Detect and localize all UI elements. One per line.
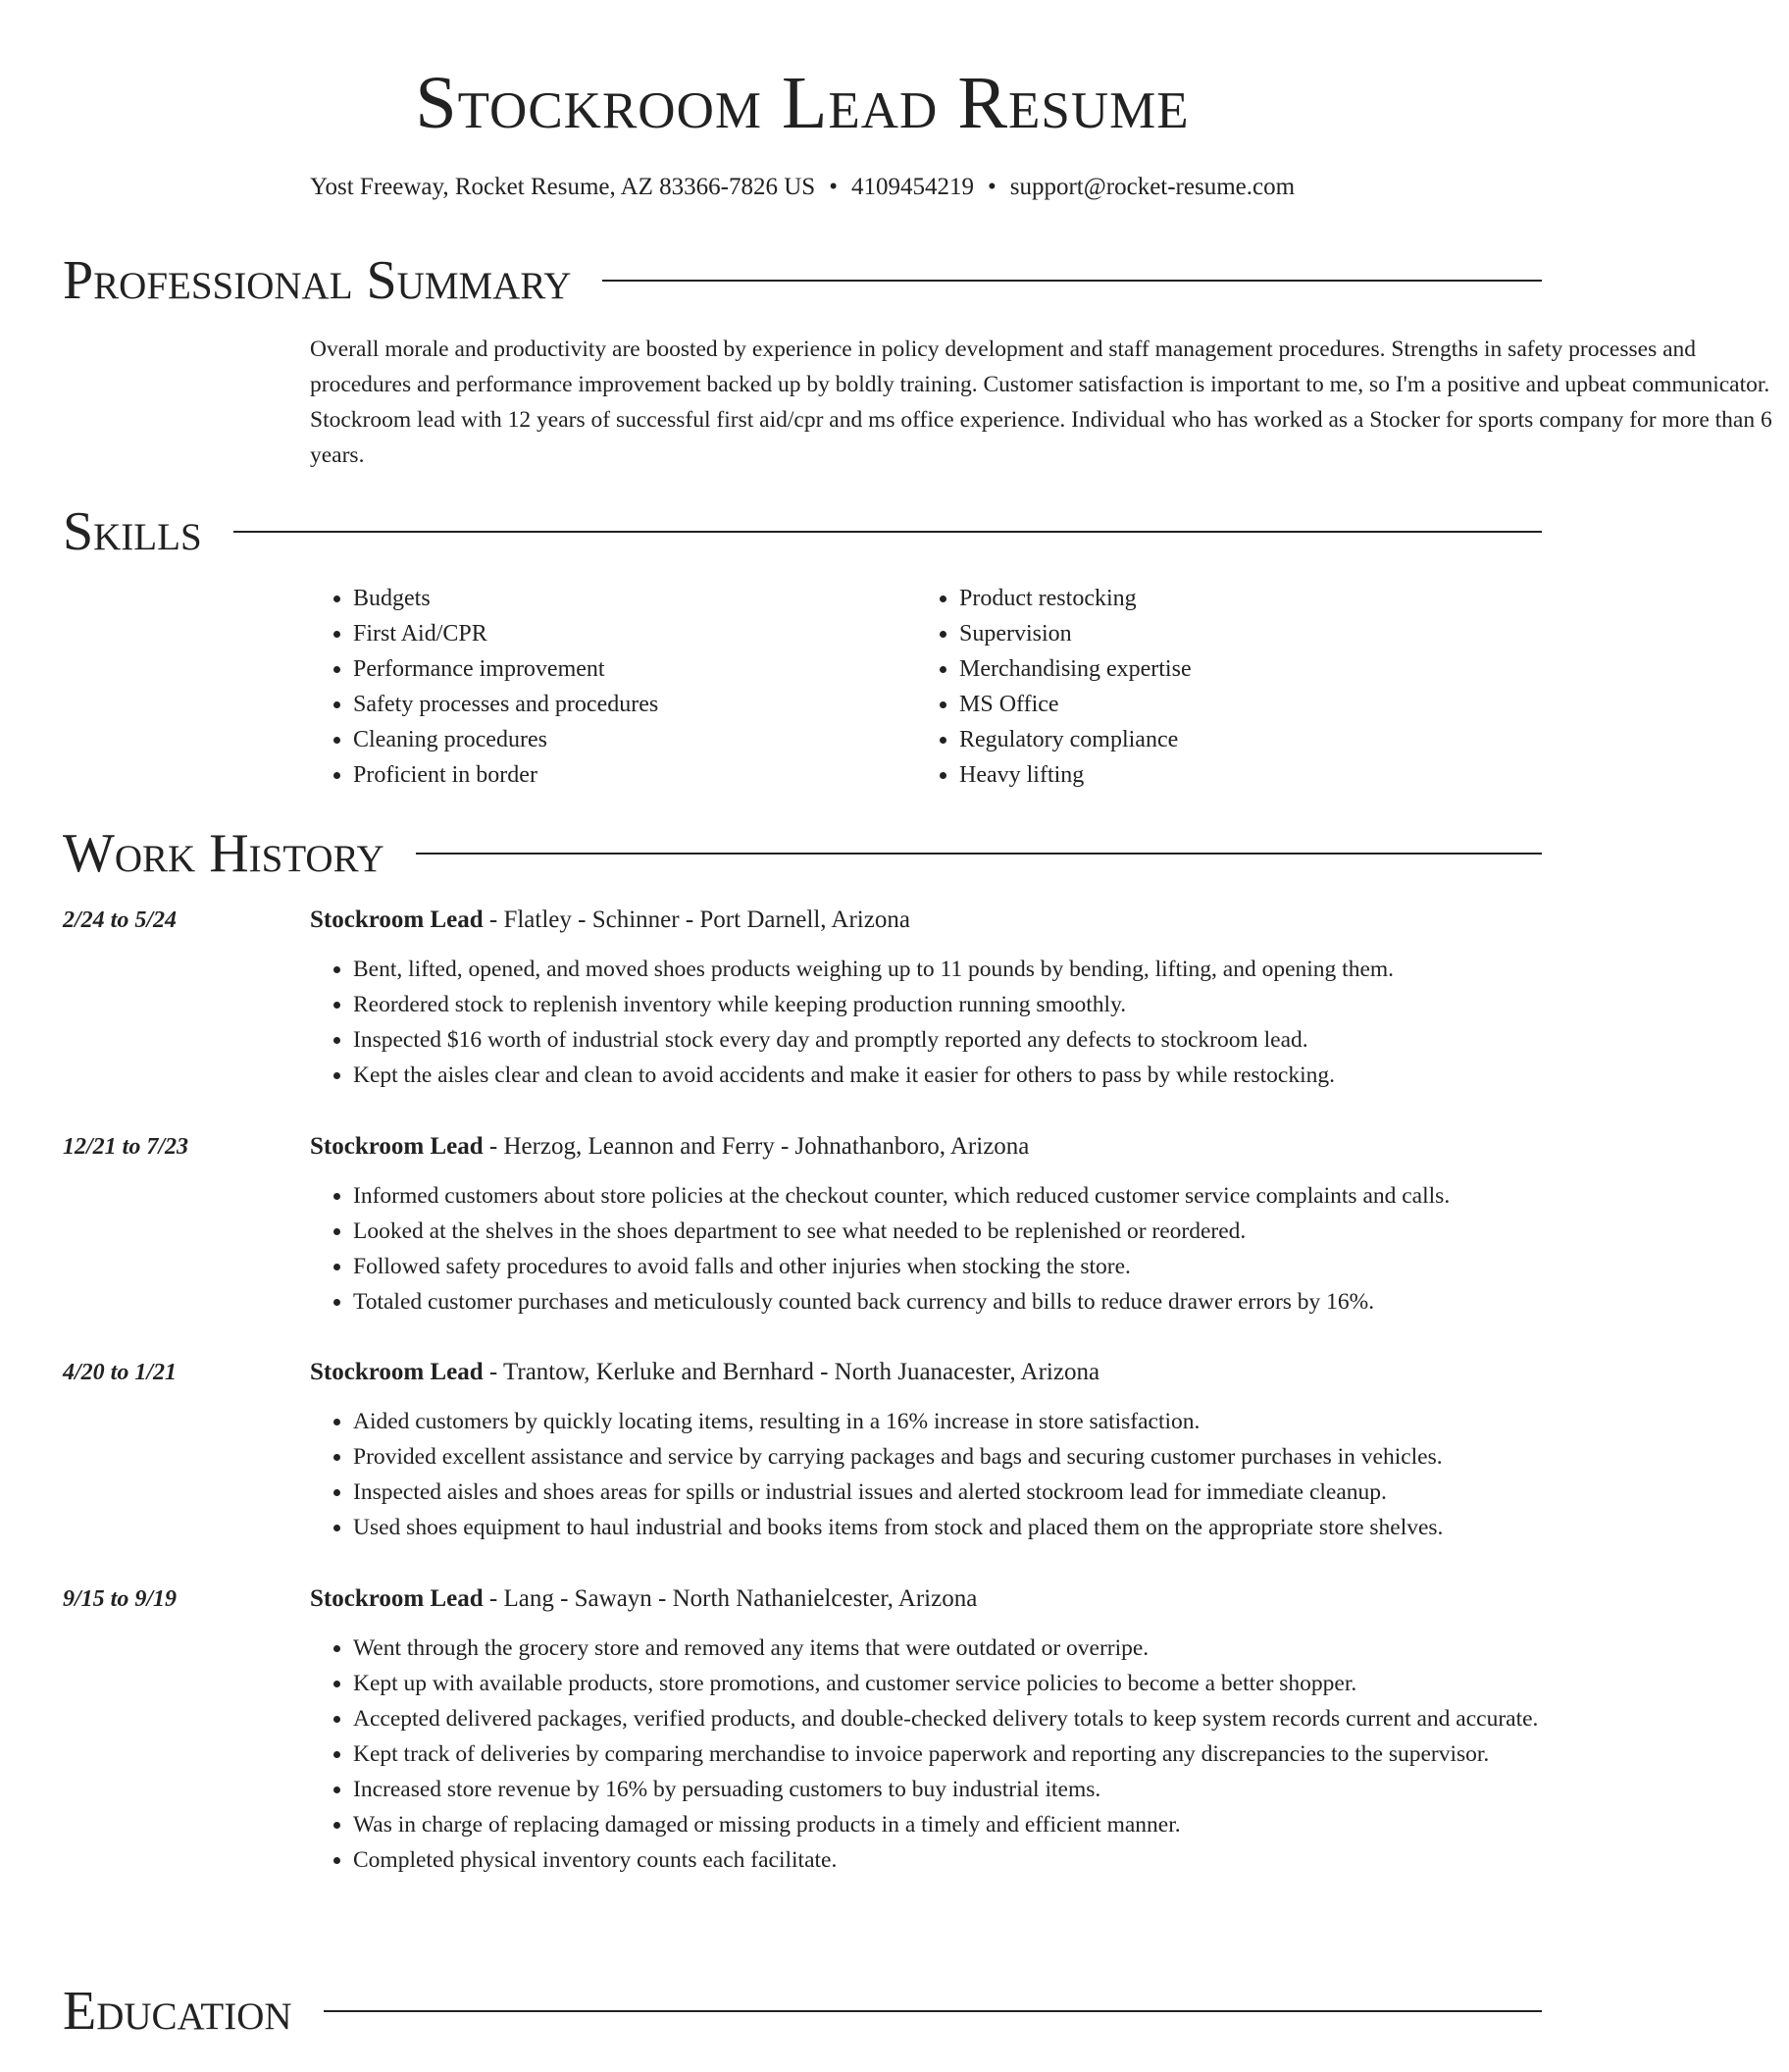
job-entry <box>63 1355 1542 1545</box>
job-title: Stockroom Lead <box>310 906 484 933</box>
job-title: Stockroom Lead <box>310 1359 484 1385</box>
job-body <box>310 903 1542 1093</box>
skill-item: • Supervision <box>959 616 1522 651</box>
job-title: Stockroom Lead <box>310 1585 484 1612</box>
skill-item: • Merchandising expertise <box>959 651 1522 687</box>
summary-heading: Professional Summary <box>63 250 572 311</box>
job-company: - Lang - Sawayn - North Nathanielcester, Arizona <box>483 1585 978 1612</box>
contact-separator: • <box>829 174 838 200</box>
job-bullet: • Inspected aisles and shoes areas for spills or industrial issues and alerted stockroom lead for immediate cleanup. <box>353 1475 1542 1510</box>
summary-section-header <box>63 251 1542 310</box>
skills-section-header <box>63 502 1542 561</box>
resume-title: Stockroom Lead Resume <box>415 62 1190 144</box>
skill-item: • Budgets <box>353 581 916 616</box>
job-body <box>310 1129 1542 1320</box>
resume-page <box>63 0 1772 2042</box>
job-entry <box>63 1581 1542 1878</box>
job-dates: 9/15 to 9/19 <box>63 1586 178 1612</box>
contact-address: Yost Freeway, Rocket Resume, AZ 83366-7826 US <box>309 174 816 200</box>
work-history-heading: Work History <box>63 823 384 884</box>
contact-phone: 4109454219 <box>850 174 974 200</box>
skill-item: • Product restocking <box>959 581 1522 616</box>
job-bullet: • Aided customers by quickly locating items, resulting in a 16% increase in store satisfaction. <box>353 1404 1542 1439</box>
contact-separator: • <box>987 174 997 200</box>
education-section-header <box>63 1982 1542 2041</box>
job-bullet: • Followed safety procedures to avoid falls and other injuries when stocking the store. <box>353 1249 1542 1284</box>
skill-item: • Performance improvement <box>353 651 916 687</box>
skill-item: • Proficient in border <box>353 757 916 793</box>
job-entry <box>63 903 1542 1093</box>
job-bullet: • Went through the grocery store and removed any items that were outdated or overripe. <box>353 1631 1542 1666</box>
job-company: - Trantow, Kerluke and Bernhard - North Juanacester, Arizona <box>483 1359 1100 1385</box>
skills-heading: Skills <box>63 501 202 562</box>
skill-item: • MS Office <box>959 687 1522 722</box>
job-body <box>310 1355 1542 1545</box>
job-entry <box>63 1129 1542 1320</box>
job-bullets <box>310 1631 1542 1878</box>
skills-column-left <box>310 581 916 793</box>
skill-item: • Safety processes and procedures <box>353 687 916 722</box>
job-dates: 4/20 to 1/21 <box>63 1360 178 1385</box>
job-bullet: • Bent, lifted, opened, and moved shoes products weighing up to 11 pounds by bending, lifting, and opening them. <box>353 952 1542 987</box>
job-bullet: • Informed customers about store policies at the checkout counter, which reduced customer service complaints and calls. <box>353 1178 1542 1214</box>
job-header <box>310 903 1542 938</box>
job-bullet: • Totaled customer purchases and meticulously counted back currency and bills to reduce drawer errors by 16%. <box>353 1284 1542 1320</box>
summary-text: Overall morale and productivity are boosted by experience in policy development and staff management procedures. Strengths in safety processes and procedures and performance improvement backed up by boldly training. Customer satisfaction is important to me, so I'm a positive and upbeat communicator. Stockroom lead with 12 years of successful first aid/cpr and ms office experience. Individual who has worked as a Stocker for sports company for more than 6 years. <box>310 337 1772 468</box>
job-bullet: • Increased store revenue by 16% by persuading customers to buy industrial items. <box>353 1772 1542 1807</box>
job-title: Stockroom Lead <box>310 1133 484 1160</box>
job-bullets <box>310 952 1542 1093</box>
job-company: - Herzog, Leannon and Ferry - Johnathanboro, Arizona <box>483 1133 1030 1160</box>
job-bullet: • Kept up with available products, store promotions, and customer service policies to become a better shopper. <box>353 1666 1542 1701</box>
job-bullet: • Provided excellent assistance and service by carrying packages and bags and securing customer purchases in vehicles. <box>353 1439 1542 1475</box>
job-bullet: • Looked at the shelves in the shoes department to see what needed to be replenished or reordered. <box>353 1214 1542 1249</box>
section-divider <box>233 531 1542 533</box>
skills-list <box>310 581 1789 793</box>
job-bullets <box>310 1178 1542 1320</box>
job-bullet: • Was in charge of replacing damaged or missing products in a timely and efficient manner. <box>353 1807 1542 1842</box>
job-bullet: • Kept track of deliveries by comparing merchandise to invoice paperwork and reporting any discrepancies to the supervisor. <box>353 1736 1542 1772</box>
job-bullets <box>310 1404 1542 1545</box>
contact-email: support@rocket-resume.com <box>1009 174 1296 200</box>
job-bullet: • Reordered stock to replenish inventory while keeping production running smoothly. <box>353 987 1542 1022</box>
job-dates: 2/24 to 5/24 <box>63 907 178 933</box>
job-bullet: • Accepted delivered packages, verified products, and double-checked delivery totals to keep system records current and accurate. <box>353 1701 1542 1736</box>
job-bullet: • Kept the aisles clear and clean to avoid accidents and make it easier for others to pass by while restocking. <box>353 1058 1542 1093</box>
job-bullet: • Used shoes equipment to haul industrial and books items from stock and placed them on the appropriate store shelves. <box>353 1510 1542 1545</box>
education-heading: Education <box>63 1981 292 2042</box>
job-bullet: • Inspected $16 worth of industrial stock every day and promptly reported any defects to stockroom lead. <box>353 1022 1542 1058</box>
contact-line <box>63 173 1542 202</box>
section-divider <box>324 2010 1542 2012</box>
job-dates: 12/21 to 7/23 <box>63 1134 189 1160</box>
skill-item: • First Aid/CPR <box>353 616 916 651</box>
job-body <box>310 1581 1542 1878</box>
job-bullet: • Completed physical inventory counts each facilitate. <box>353 1842 1542 1878</box>
skill-item: • Regulatory compliance <box>959 722 1522 757</box>
skill-item: • Heavy lifting <box>959 757 1522 793</box>
section-divider <box>602 280 1542 282</box>
job-header <box>310 1129 1542 1165</box>
skills-column-right <box>916 581 1522 793</box>
skill-item: • Cleaning procedures <box>353 722 916 757</box>
job-header <box>310 1581 1542 1617</box>
job-company: - Flatley - Schinner - Port Darnell, Arizona <box>483 906 910 933</box>
section-divider <box>416 853 1542 855</box>
work-history-section-header <box>63 824 1542 883</box>
job-header <box>310 1355 1542 1390</box>
